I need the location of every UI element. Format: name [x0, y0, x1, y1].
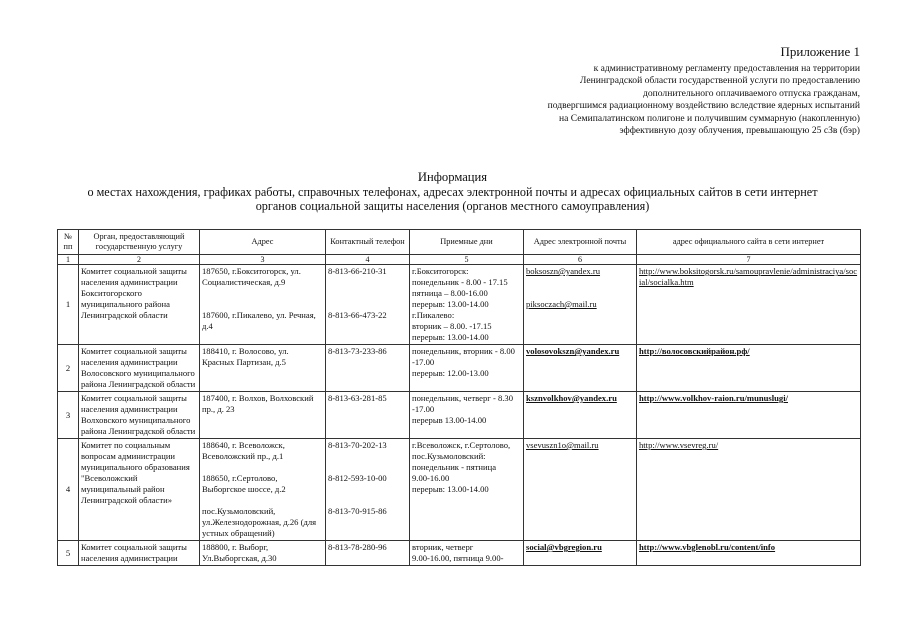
- email-cell: [524, 392, 637, 439]
- email-cell: [524, 265, 637, 345]
- row-number: 1: [58, 265, 79, 345]
- days-line: вторник, четверг: [412, 542, 474, 552]
- days-line: г.Бокситогорск:: [412, 266, 469, 276]
- days-line: перерыв: 12.00-13.00: [412, 368, 489, 378]
- column-number: 6: [524, 255, 637, 265]
- row-number: 3: [58, 392, 79, 439]
- header-cell: адрес официального сайта в сети интернет: [637, 230, 861, 255]
- table-header-row: [58, 230, 861, 255]
- website-cell: [637, 541, 861, 566]
- days-line: понедельник - 8.00 - 17.15: [412, 277, 508, 287]
- column-number: 2: [79, 255, 200, 265]
- address-line: 188640, г. Всеволожск, Всеволожский пр., д.1: [202, 440, 285, 461]
- email-link[interactable]: ksznvolkhov@yandex.ru: [526, 393, 617, 403]
- title-line-2: о местах нахождения, графиках работы, справочных телефонах, адресах электронной почты и адресах официальных сайтов в сети интернет: [87, 184, 818, 199]
- appendix-line: дополнительного оплачиваемого отпуска гражданам,: [642, 87, 860, 99]
- column-number: 7: [637, 255, 861, 265]
- appendix-line: на Семипалатинском полигоне и получившим суммарную (накопленную): [558, 112, 860, 124]
- days-line: г.Всеволожск, г.Сертолово, пос.Кузьмоловский:: [412, 440, 511, 461]
- appendix-heading: Приложение 1: [780, 44, 860, 59]
- phone-number: 8-813-70-915-86: [328, 506, 387, 516]
- table-row: [58, 392, 861, 439]
- phone-number: 8-813-66-210-31: [328, 266, 387, 276]
- days-line: вторник – 8.00. -17.15: [412, 321, 492, 331]
- address-line: 188650, г.Сертолово, Выборгское шоссе, д.2: [202, 473, 286, 494]
- appendix-line: эффективную дозу облучения, превышающую 25 сЗв (бэр): [619, 125, 860, 137]
- phone-number: 8-812-593-10-00: [328, 473, 387, 483]
- phone-cell: [326, 439, 410, 541]
- phone-cell: 8-813-78-280-96: [326, 541, 410, 566]
- reception-days-cell: [410, 541, 524, 566]
- address-line: пос.Кузьмоловский, ул.Железнодорожная, д.26 (для устных обращений): [202, 506, 317, 538]
- website-cell: [637, 392, 861, 439]
- phone-cell: 8-813-63-281-85: [326, 392, 410, 439]
- org-cell: Комитет социальной защиты населения администрации Волховского муниципального района Ленинградской области: [79, 392, 200, 439]
- row-number: 2: [58, 345, 79, 392]
- phone-number: 8-813-66-473-22: [328, 310, 387, 320]
- days-line: перерыв: 13.00-14.00: [412, 332, 489, 342]
- email-link[interactable]: boksoszn@yandex.ru: [526, 266, 601, 276]
- reception-days-cell: [410, 345, 524, 392]
- row-number: 4: [58, 439, 79, 541]
- days-line: 9.00-16.00, пятница 9.00-: [412, 553, 504, 563]
- website-link[interactable]: http://www.boksitogorsk.ru/samoupravlenie/administraciya/social/socialka.htm: [639, 266, 858, 287]
- phone-number: 8-813-70-202-13: [328, 440, 387, 450]
- days-line: понедельник, четверг - 8.30 -17.00: [412, 393, 513, 414]
- table-row: [58, 541, 861, 566]
- table-row: [58, 265, 861, 345]
- address-line: 187650, г.Бокситогорск, ул. Социалистическая, д.9: [202, 266, 301, 287]
- org-cell: Комитет социальной защиты населения администрации Бокситогорского муниципального района Ленинградской области: [79, 265, 200, 345]
- email-link[interactable]: piksoczach@mail.ru: [526, 299, 597, 309]
- phone-cell: 8-813-73-233-86: [326, 345, 410, 392]
- website-link[interactable]: http://волосовскийрайон.рф/: [639, 346, 750, 356]
- email-cell: [524, 345, 637, 392]
- table-row: [58, 439, 861, 541]
- days-line: понедельник, вторник - 8.00 -17.00: [412, 346, 515, 367]
- reception-days-cell: [410, 439, 524, 541]
- days-line: перерыв: 13.00-14.00: [412, 484, 489, 494]
- website-link[interactable]: http://www.vsevreg.ru/: [639, 440, 719, 450]
- title-line-1: Информация: [417, 170, 488, 184]
- email-link[interactable]: volosovokszn@yandex.ru: [526, 346, 620, 356]
- address-line: 187600, г.Пикалево, ул. Речная, д.4: [202, 310, 316, 331]
- org-cell: Комитет социальной защиты населения администрации Волосовского муниципального района Ленинградской области: [79, 345, 200, 392]
- header-cell: Приемные дни: [410, 230, 524, 255]
- days-line: 9.00-16.00: [412, 473, 450, 483]
- row-number: 5: [58, 541, 79, 566]
- column-number: 3: [200, 255, 326, 265]
- address-cell: 188410, г. Волосово, ул. Красных Партизан, д.5: [200, 345, 326, 392]
- reception-days-cell: [410, 265, 524, 345]
- email-cell: [524, 541, 637, 566]
- column-number: 5: [410, 255, 524, 265]
- email-cell: [524, 439, 637, 541]
- appendix-block: [548, 44, 860, 137]
- days-line: понедельник - пятница: [412, 462, 497, 472]
- org-cell: Комитет социальной защиты населения администрации: [79, 541, 200, 566]
- document-title: [0, 170, 905, 214]
- days-line: перерыв 13.00-14.00: [412, 415, 487, 425]
- email-link[interactable]: social@vbgregion.ru: [526, 542, 602, 552]
- address-cell: [200, 439, 326, 541]
- table-row: [58, 345, 861, 392]
- header-cell: № пп: [58, 230, 79, 255]
- website-cell: [637, 345, 861, 392]
- address-cell: 188800, г. Выборг, Ул.Выборгская, д.30: [200, 541, 326, 566]
- website-link[interactable]: http://www.volkhov-raion.ru/munuslugi/: [639, 393, 788, 403]
- days-line: перерыв: 13.00-14.00: [412, 299, 489, 309]
- website-cell: [637, 439, 861, 541]
- header-cell: Контактный телефон: [326, 230, 410, 255]
- appendix-line: Ленинградской области государственной услуги по предоставлению: [579, 75, 860, 87]
- column-number-row: [58, 255, 861, 265]
- header-cell: Адрес электронной почты: [524, 230, 637, 255]
- header-cell: Орган, предоставляющий государственную услугу: [79, 230, 200, 255]
- org-cell: Комитет по социальным вопросам администрации муниципального образования "Всеволожский муниципальный район Ленинградской области»: [79, 439, 200, 541]
- appendix-line: подвергшимся радиационному воздействию вследствие ядерных испытаний: [547, 100, 860, 112]
- address-cell: 187400, г. Волхов, Волховский пр., д. 23: [200, 392, 326, 439]
- column-number: 4: [326, 255, 410, 265]
- address-cell: [200, 265, 326, 345]
- header-cell: Адрес: [200, 230, 326, 255]
- info-table: [57, 229, 861, 566]
- title-line-3: органов социальной защиты населения (органов местного самоуправления): [255, 199, 650, 213]
- reception-days-cell: [410, 392, 524, 439]
- days-line: г.Пикалево:: [412, 310, 455, 320]
- phone-cell: [326, 265, 410, 345]
- column-number: 1: [58, 255, 79, 265]
- email-link[interactable]: vsevuszn1o@mail.ru: [526, 440, 599, 450]
- days-line: пятница – 8.00-16.00: [412, 288, 488, 298]
- appendix-line: к административному регламенту предоставления на территории: [593, 63, 860, 74]
- website-link[interactable]: http://www.vbglenobl.ru/content/info: [639, 542, 776, 552]
- website-cell: [637, 265, 861, 345]
